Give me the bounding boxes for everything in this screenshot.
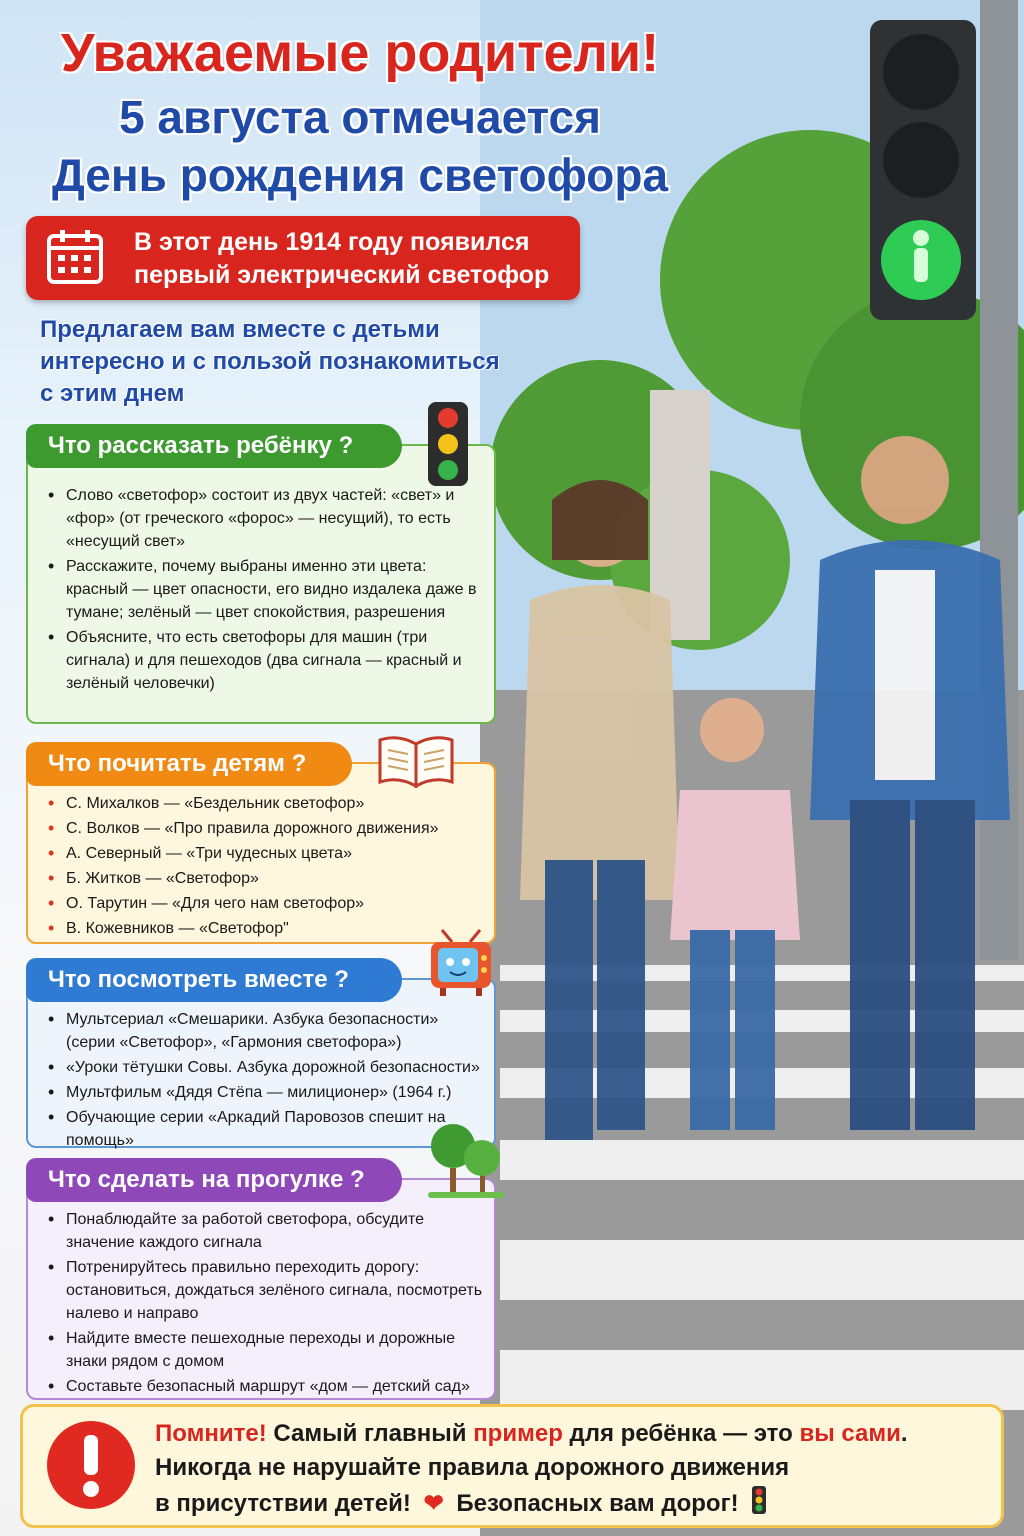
list-item: • Объясните, что есть светофоры для машин (три сигнала) и для пешеходов (два сигнала — красный и зелёный человечки) <box>48 626 484 695</box>
tv-icon <box>428 928 494 998</box>
notice-line-3 <box>155 1485 993 1521</box>
list-item: • Понаблюдайте за работой светофора, обсудите значение каждого сигнала <box>48 1208 484 1254</box>
bottom-notice <box>20 1404 1004 1528</box>
notice-text <box>155 1417 993 1521</box>
intro-text <box>40 314 510 410</box>
traffic-light-icon <box>751 1485 767 1515</box>
open-book-icon <box>376 732 456 788</box>
date-banner-text <box>134 226 574 292</box>
card-read-list <box>48 792 484 942</box>
example-word: пример <box>473 1420 563 1447</box>
traffic-light-icon <box>426 400 470 488</box>
page-title: Уважаемые родители! <box>60 23 660 83</box>
notice-line-3b: Безопасных вам дорог! <box>456 1490 739 1517</box>
you-word: вы <box>799 1420 835 1447</box>
list-item: • Расскажите, почему выбраны именно эти цвета: красный — цвет опасности, его видно издалека даже в тумане; зелёный — цвет спокойствия, разрешения <box>48 555 484 624</box>
list-item: • С. Волков — «Про правила дорожного движения» <box>48 817 484 840</box>
calendar-icon <box>46 228 104 286</box>
trees-icon <box>428 1118 504 1198</box>
card-watch-heading: Что посмотреть вместе ? <box>26 958 402 1002</box>
card-tell-heading: Что рассказать ребёнку ? <box>26 424 402 468</box>
banner-line-1: В этот день 1914 году появился <box>134 228 530 256</box>
card-read-heading: Что почитать детям ? <box>26 742 352 786</box>
intro-line-3: с этим днем <box>40 380 185 407</box>
list-item: • А. Северный — «Три чудесных цвета» <box>48 842 484 865</box>
subtitle-date: 5 августа отмечается <box>119 91 601 143</box>
list-item: • Мультфильм «Дядя Стёпа — милиционер» (1964 г.) <box>48 1081 484 1104</box>
intro-line-1: Предлагаем вам вместе с детьми <box>40 316 440 343</box>
card-walk-list <box>48 1208 484 1400</box>
card-read <box>26 750 496 944</box>
subtitle-event: День рождения светофора <box>51 149 669 201</box>
list-item: • С. Михалков — «Бездельник светофор» <box>48 792 484 815</box>
banner-line-2: первый электрический светофор <box>134 261 550 289</box>
remember-word: Помните! <box>155 1420 267 1447</box>
card-watch-list <box>48 1008 484 1154</box>
notice-line-1 <box>155 1417 993 1451</box>
list-item: • Б. Житков — «Светофор» <box>48 867 484 890</box>
notice-part: Самый главный <box>266 1420 474 1447</box>
heart-icon: ❤ <box>423 1490 444 1517</box>
card-watch <box>26 966 496 1149</box>
list-item: • Мультсериал «Смешарики. Азбука безопасности» (серии «Светофор», «Гармония светофора») <box>48 1008 484 1054</box>
list-item: • Составьте безопасный маршрут «дом — детский сад» <box>48 1375 484 1398</box>
list-item: • О. Тарутин — «Для чего нам светофор» <box>48 892 484 915</box>
notice-line-3a: в присутствии детей! <box>155 1490 411 1517</box>
date-banner <box>26 216 580 300</box>
big-traffic-light-icon <box>870 20 976 320</box>
list-item: • Обучающие серии «Аркадий Паровозов спешит на помощь» <box>48 1106 484 1152</box>
list-item: • Слово «светофор» состоит из двух частей: «свет» и «фор» (от греческого «форос» — несущий), то есть «несущий свет» <box>48 484 484 553</box>
list-item: • Найдите вместе пешеходные переходы и дорожные знаки рядом с домом <box>48 1327 484 1373</box>
list-item: • Потренируйтесь правильно переходить дорогу: остановиться, дождаться зелёного сигнала, посмотреть налево и направо <box>48 1256 484 1325</box>
notice-part: для ребёнка — это <box>562 1420 800 1447</box>
yourselves-word: сами <box>841 1420 901 1447</box>
list-item: • В. Кожевников — «Светофор" <box>48 917 484 940</box>
card-walk-heading: Что сделать на прогулке ? <box>26 1158 402 1202</box>
exclamation-icon <box>43 1417 139 1513</box>
card-tell-list <box>48 484 484 697</box>
list-item: • «Уроки тётушки Совы. Азбука дорожной безопасности» <box>48 1056 484 1079</box>
card-walk <box>26 1166 496 1400</box>
notice-line-2: Никогда не нарушайте правила дорожного движения <box>155 1454 790 1481</box>
intro-line-2: интересно и с пользой познакомиться <box>40 348 500 375</box>
notice-part: . <box>900 1420 908 1447</box>
